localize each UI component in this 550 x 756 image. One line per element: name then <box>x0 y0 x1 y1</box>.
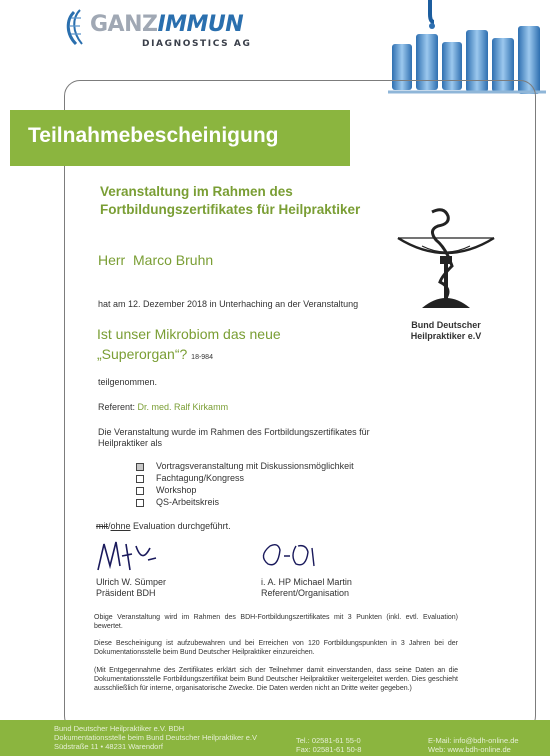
checkbox-workshop[interactable] <box>136 487 144 495</box>
page-title: Teilnahmebescheinigung <box>28 124 279 147</box>
option-fachtagung: Fachtagung/Kongress <box>136 473 354 485</box>
signature-left-icon <box>92 536 162 576</box>
topic-code: 18-984 <box>191 354 213 361</box>
bdh-name: Bund Deutscher Heilpraktiker e.V <box>410 320 482 341</box>
context-text: Die Veranstaltung wurde im Rahmen des Fortbildungszertifikates für Heilpraktiker als <box>98 427 370 448</box>
brand-name: GANZIMMUN <box>90 12 244 37</box>
referent-line: Referent: Dr. med. Ralf Kirkamm <box>98 402 229 412</box>
participated-text: teilgenommen. <box>98 377 158 387</box>
footer-web: E-Mail: info@bdh-online.de Web: www.bdh-online.de <box>428 736 519 754</box>
event-topic: Ist unser Mikrobiom das neue „Superorgan“? 18-984 <box>97 326 281 362</box>
bdh-caduceus-icon <box>392 206 500 316</box>
brand-subtitle: DIAGNOSTICS AG <box>142 39 252 49</box>
date-location-line: hat am 12. Dezember 2018 in Unterhaching an der Veranstaltung <box>98 299 359 309</box>
event-heading-line2: Fortbildungszertifikates für Heilpraktiker <box>100 202 361 217</box>
checkbox-vortrag[interactable] <box>136 463 144 471</box>
signatory-right: i. A. HP Michael Martin Referent/Organisation <box>261 577 352 598</box>
signature-right-icon <box>256 536 326 572</box>
footer-phone: Tel.: 02581-61 55-0 Fax: 02581-61 50-8 <box>296 736 362 754</box>
option-vortrag: Vortragsveranstaltung mit Diskussionsmöglichkeit <box>136 461 354 473</box>
footer-address: Bund Deutscher Heilpraktiker e.V. BDH Dokumentationsstelle beim Bund Deutscher Heilpraktiker e.V Südstraße 11 • 48231 Warendorf <box>54 724 258 751</box>
note-points: Obige Veranstaltung wird im Rahmen des BDH-Fortbildungszertifikates mit 3 Punkten (inkl. evtl. Evaluation) bewertet. <box>94 614 458 630</box>
option-qs: QS-Arbeitskreis <box>136 497 354 509</box>
recipient-name: Herr Marco Bruhn <box>98 252 214 268</box>
note-data-consent: (Mit Entgegennahme des Zertifikates erklärt sich der Teilnehmer damit einverstanden, dass seine Daten an die Dokumentationsstelle Fortbildungszertifikat beim Bund Deutscher Heilpraktiker weitergeleitet werden. Dies geschieht ausschließlich für interne, organisatorische Zwecke. Die Daten werden nicht an Dritte weiter gegeben.) <box>94 667 458 692</box>
checkbox-qs[interactable] <box>136 499 144 507</box>
signatory-left: Ulrich W. Sümper Präsident BDH <box>96 577 167 598</box>
option-workshop: Workshop <box>136 485 354 497</box>
note-retention: Diese Bescheinigung ist aufzubewahren und bei Erreichen von 120 Fortbildungspunkten in 3 Jahren bei der Dokumentationsstelle beim Bund Deutscher Heilpraktiker einzureichen. <box>94 640 458 656</box>
event-heading-line1: Veranstaltung im Rahmen des <box>100 184 293 199</box>
checkbox-fachtagung[interactable] <box>136 475 144 483</box>
evaluation-line: mit/ohne Evaluation durchgeführt. <box>96 521 231 531</box>
options-list <box>136 461 354 509</box>
